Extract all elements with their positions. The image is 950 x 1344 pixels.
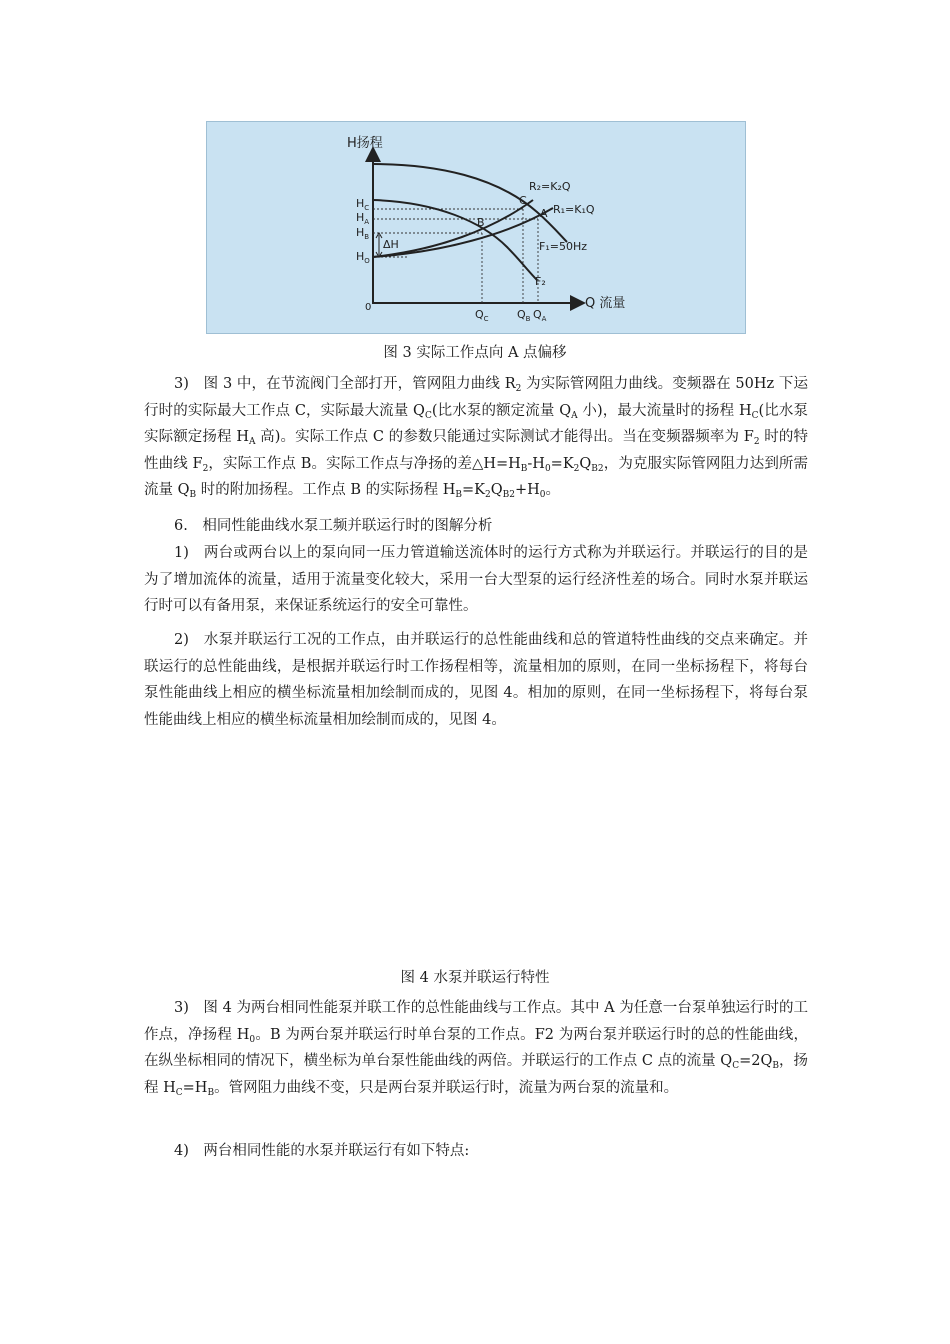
- y-axis-label: H扬程: [347, 136, 383, 151]
- x-tick-qc: $Q_C$: [475, 308, 489, 323]
- section-6-heading: 6. 相同性能曲线水泵工频并联运行时的图解分析: [174, 518, 493, 534]
- paragraph-6-1: 1) 两台或两台以上的泵向同一压力管道输送流体时的运行方式称为并联运行。并联运行的目的是为了增加流体的流量，适用于流量变化较大，采用一台大型泵的运行经济性差的场合。同时水泵并联运行时可以有备用泵，来保证系统运行的安全可靠性。: [144, 545, 808, 614]
- paragraph-6-4: 4) 两台相同性能的水泵并联运行有如下特点:: [174, 1143, 470, 1159]
- label-r1: R₁=K₁Q: [553, 203, 595, 216]
- paragraph-3: 3) 图 3 中，在节流阀门全部打开，管网阻力曲线 $R_2$ 为实际管网阻力曲线。变频器在 50Hz 下运行时的实际最大工作点 C，实际最大流量 $Q_C$(比水泵的额定流量 $Q_A$ 小)，最大流量时的扬程 $H_C$(比水泵实际额定扬程 $H_A$ 高)。实际工作点 C 的参数只能通过实际测试才能得出。当在变频器频率为 $F_2$ 时的特性曲线 $F_2$，实际工作点 B。实际工作点与净扬的差$\triangle H=H_B-H_0=K_2Q_{B2}$，为克服实际管网阻力达到所需流量 $Q_B$ 时的附加扬程。工作点 B 的实际扬程 $H_B=K_2Q_{B2}+H_0$。: [144, 376, 809, 500]
- guide-lines: [373, 209, 538, 303]
- label-f2: F₂: [535, 275, 546, 288]
- x-axis-label: Q 流量: [585, 296, 626, 311]
- delta-h-label: ΔH: [383, 238, 399, 251]
- y-tick-hc: $H_C$: [356, 197, 370, 212]
- point-c-label: C: [519, 194, 527, 207]
- y-tick-ho: $H_O$: [356, 250, 370, 265]
- point-a-label: A: [540, 207, 548, 220]
- label-r2: R₂=K₂Q: [529, 180, 571, 193]
- figure-4-caption: 图 4 水泵并联运行特性: [400, 970, 550, 986]
- origin-label: 0: [365, 302, 372, 313]
- figure-3-caption: 图 3 实际工作点向 A 点偏移: [383, 345, 567, 361]
- paragraph-6-2: 2) 水泵并联运行工况的工作点，由并联运行的总性能曲线和总的管道特性曲线的交点来确定。并联运行的总性能曲线，是根据并联运行时工作扬程相等，流量相加的原则，在同一坐标扬程下，将每台泵性能曲线上相应的横坐标流量相加绘制而成的，见图 4。相加的原则，在同一坐标扬程下，将每台泵性能曲线上相应的横坐标流量相加绘制而成的，见图 4。: [144, 632, 808, 728]
- curve-r1: [373, 208, 553, 257]
- point-b-label: B: [477, 216, 485, 229]
- x-tick-qa: $Q_A$: [533, 308, 547, 323]
- x-tick-qb: $Q_B$: [517, 308, 531, 323]
- figure-3-chart: [206, 121, 746, 334]
- label-f1: F₁=50Hz: [539, 240, 587, 253]
- paragraph-6-3: 3) 图 4 为两台相同性能泵并联工作的总性能曲线与工作点。其中 A 为任意一台泵单独运行时的工作点，净扬程 $H_0$。B 为两台泵并联运行时单台泵的工作点。F2 为两台泵并联运行时的总的性能曲线，在纵坐标相同的情况下，横坐标为单台泵性能曲线的两倍。并联运行的工作点 C 点的流量 $Q_C=2Q_B$，扬程 $H_C=H_B$。管网阻力曲线不变，只是两台泵并联运行时，流量为两台泵的流量和。: [144, 1000, 809, 1098]
- y-tick-ha: $H_A$: [356, 211, 370, 226]
- figure-3-svg: [207, 122, 747, 335]
- y-tick-hb: $H_B$: [356, 226, 370, 241]
